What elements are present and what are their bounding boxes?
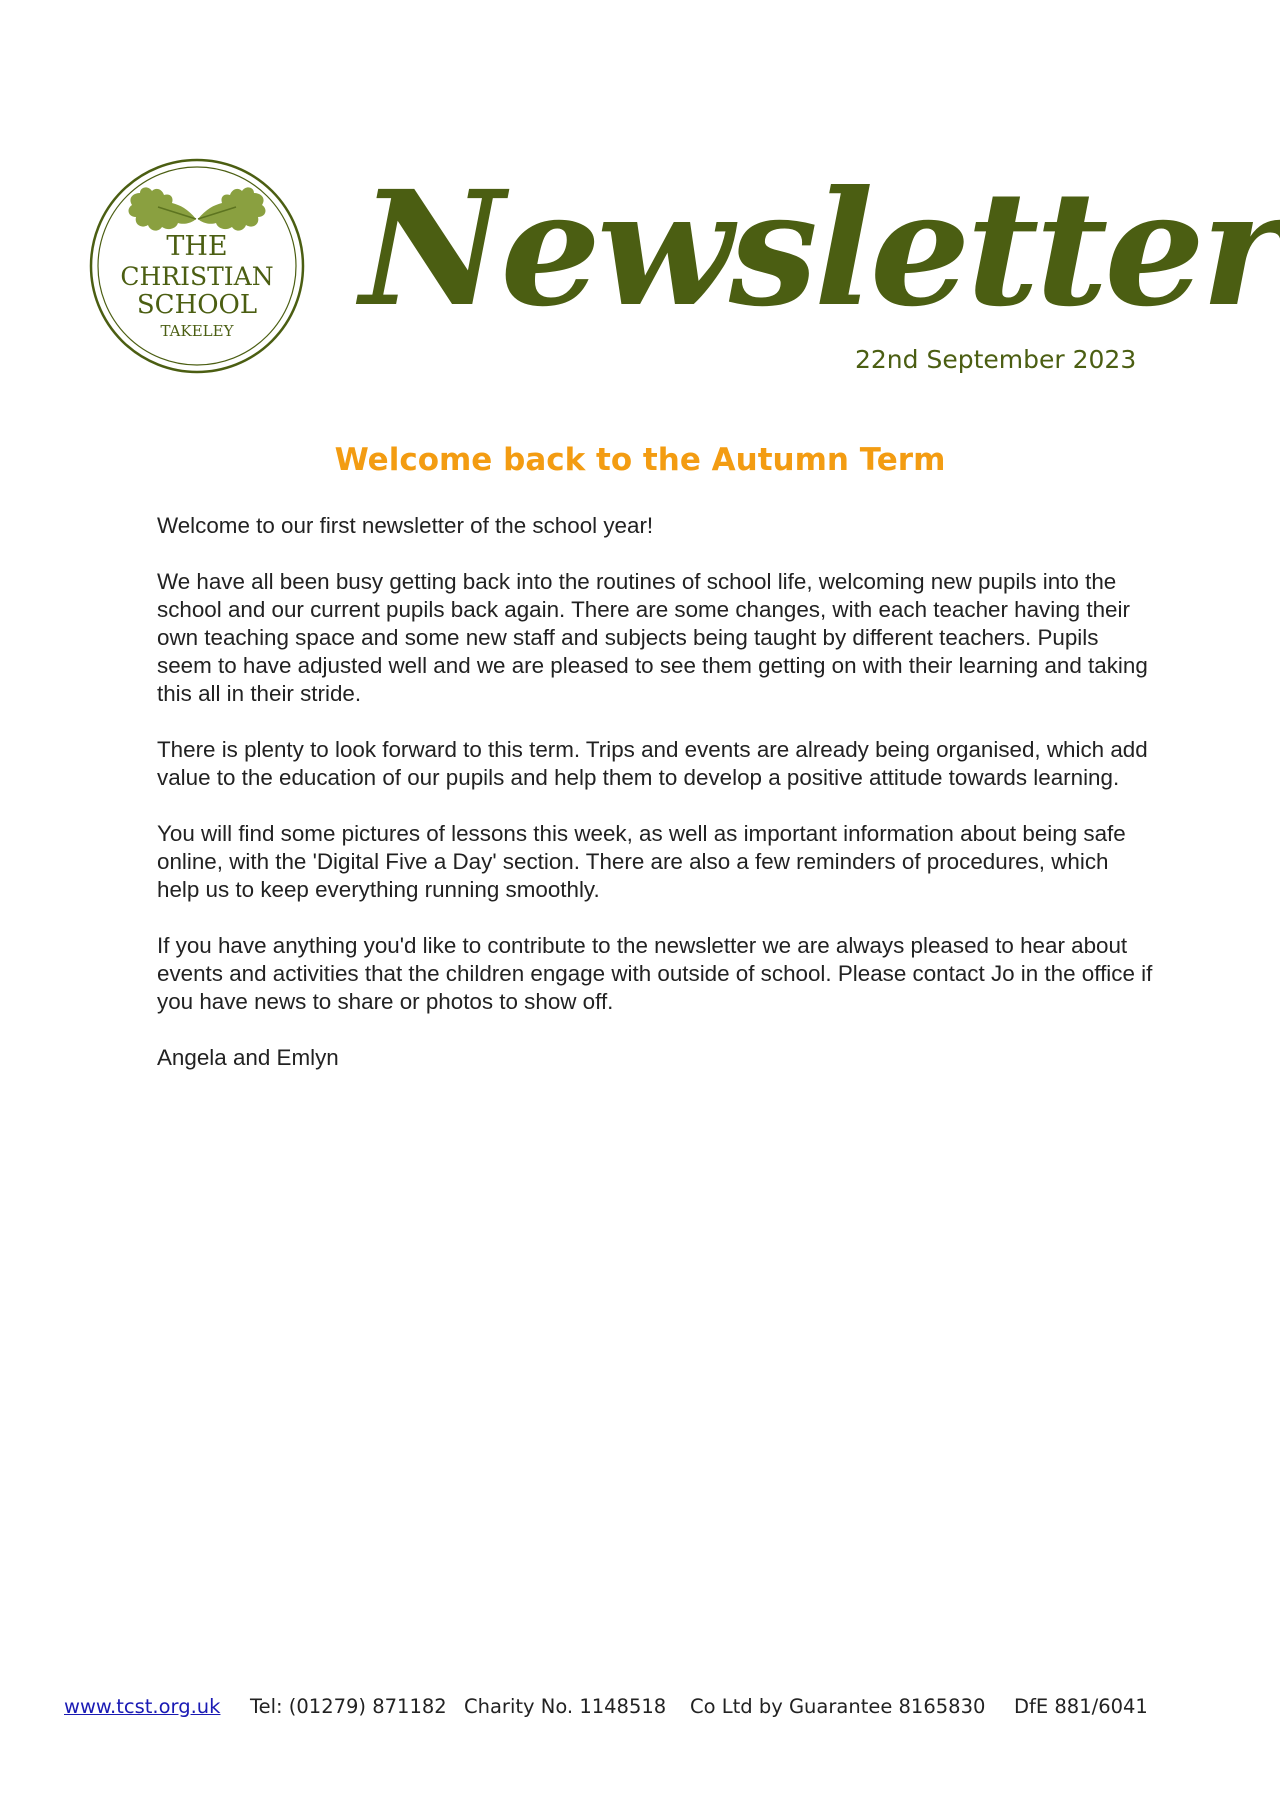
- footer-telephone: Tel: (01279) 871182: [250, 1695, 447, 1718]
- footer-company-number: Co Ltd by Guarantee 8165830: [690, 1695, 986, 1718]
- logo-text-school: SCHOOL: [136, 290, 258, 320]
- letter-body: [157, 512, 1157, 1100]
- footer-charity-number: Charity No. 1148518: [464, 1695, 667, 1718]
- website-link[interactable]: www.tcst.org.uk: [64, 1695, 221, 1718]
- logo-text-the: THE: [166, 231, 228, 262]
- letter-paragraph: We have all been busy getting back into the routines of school life, welcoming new pupils into the school and our current pupils back again. There are some changes, with each teacher having their own teaching space and some new staff and subjects being taught by different teachers. Pupils seem to have adjusted well and we are pleased to see them getting on with their learning and taking this all in their stride.: [157, 569, 1148, 706]
- section-heading: Welcome back to the Autumn Term: [334, 442, 946, 478]
- oak-leaves-icon: [129, 187, 266, 230]
- logo-text-takeley: TAKELEY: [160, 322, 234, 340]
- letter-paragraph: There is plenty to look forward to this term. Trips and events are already being organised, which add value to the education of our pupils and help them to develop a positive attitude towards learning.: [157, 737, 1148, 790]
- page-footer: [64, 1689, 1254, 1725]
- letter-paragraph: If you have anything you'd like to contribute to the newsletter we are always pleased to hear about events and activities that the children engage with outside of school. Please contact Jo in the office if you have news to share or photos to show off.: [157, 933, 1153, 1014]
- newsletter-date: 22nd September 2023: [855, 345, 1137, 374]
- footer-dfe-number: DfE 881/6041: [1014, 1695, 1148, 1718]
- letter-signoff: Angela and Emlyn: [157, 1045, 339, 1070]
- newsletter-title: Newsletter: [360, 157, 1280, 342]
- school-logo: [88, 157, 306, 375]
- school-logo-emblem: [88, 157, 306, 375]
- logo-text-christian: CHRISTIAN: [120, 262, 274, 291]
- letter-paragraph: You will find some pictures of lessons this week, as well as important information about being safe online, with the 'Digital Five a Day' section. There are also a few reminders of procedures, which help us to keep everything running smoothly.: [157, 821, 1126, 902]
- letter-paragraph: Welcome to our first newsletter of the school year!: [157, 513, 654, 538]
